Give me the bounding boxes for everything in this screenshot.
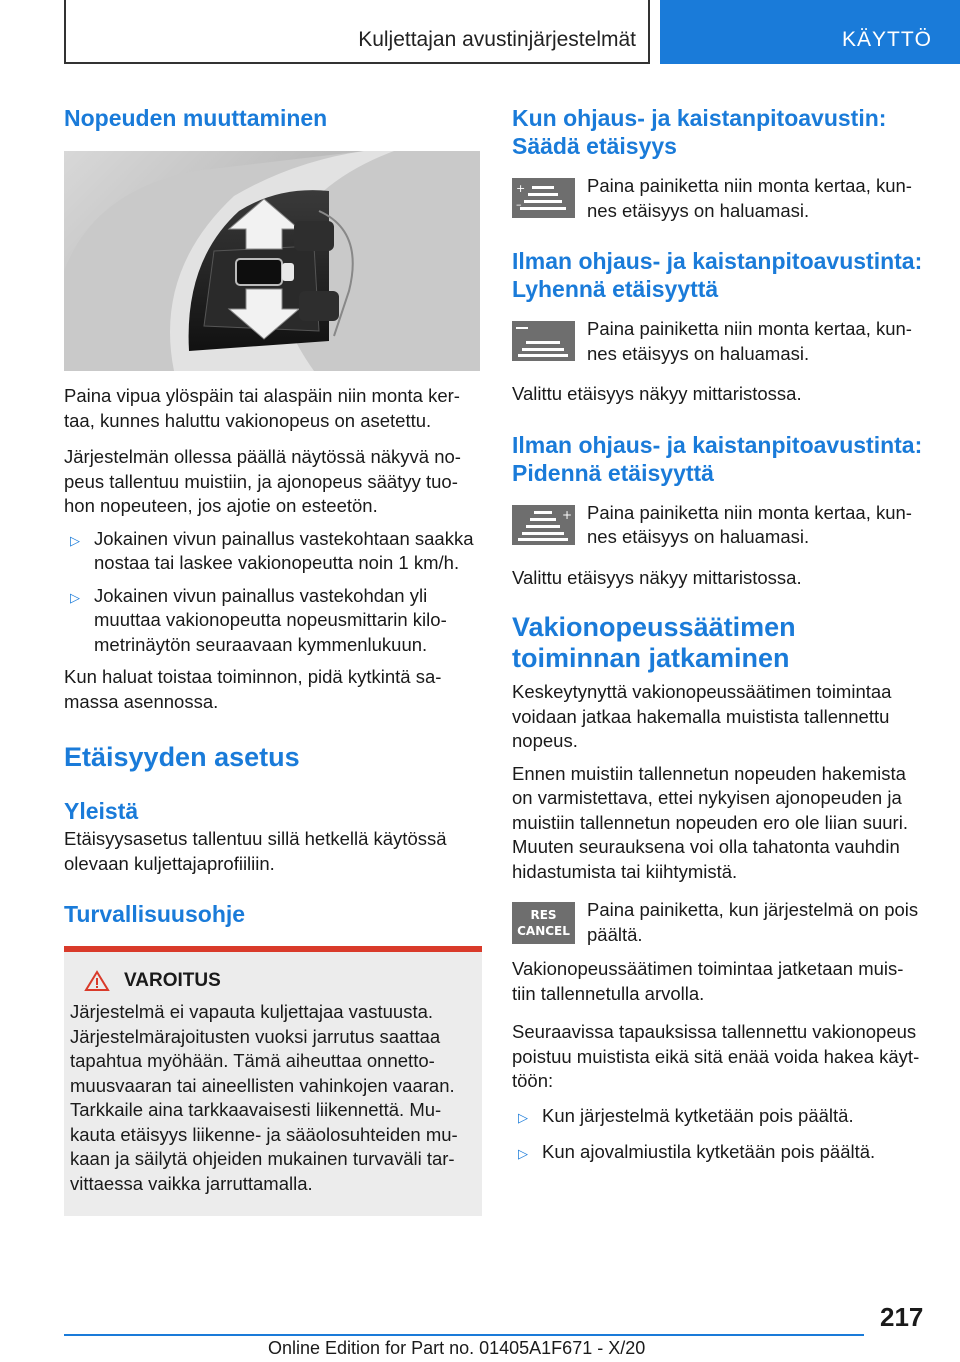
heading-increase-distance: Ilman ohjaus- ja kaistanpitoavustinta: Pidennä etäisyyttä [512,431,923,486]
res-label: RES [530,908,557,922]
warning-title-text: VAROITUS [124,970,221,991]
header-section-title: Kuljettajan avustinjärjestelmät [358,28,636,51]
cancel-label: CANCEL [517,924,570,938]
svg-text:–: – [516,198,522,211]
heading-general: Yleistä [64,798,139,824]
bullet-triangle-icon: ▷ [70,532,80,548]
bullet-text: Jokainen vivun painallus vastekohtaan saakka nostaa tai laskee vakionopeutta noin 1 km/h. [94,527,474,573]
heading-distance-setting: Etäisyyden asetus [64,742,300,772]
res-cancel-button-icon [512,902,575,944]
paragraph-resume-1: Keskeytynyttä vakionopeussäätimen toimintaa voidaan jatkaa hakemalla muistista tallennettu nopeus. [512,681,892,751]
instruction-row [512,501,926,550]
list-item [64,584,482,658]
svg-text:+: + [562,507,573,522]
distance-adjust-button-icon [512,178,575,218]
warning-triangle-icon [84,970,110,992]
steering-wheel-image [64,151,480,371]
paragraph-resume-value: Vakionopeussäätimen toimintaa jatketaan muis-tiin tallennetulla arvolla. [512,958,904,1004]
paragraph-distance-shown-2: Valittu etäisyys näkyy mittaristossa. [512,566,802,588]
paragraph-resume-cases: Seuraavissa tapauksissa tallennettu vakionopeus poistuu muistista eikä sitä enää voida hakea käyt-töön: [512,1021,920,1091]
bullet-text: Kun järjestelmä kytketään pois päältä. [542,1104,854,1126]
steering-wheel-illustration [64,151,480,371]
heading-with-steering-assist: Kun ohjaus- ja kaistanpitoavustin: Säädä etäisyys [512,105,887,159]
header-chapter-box [660,0,960,64]
page-number: 217 [880,1302,924,1332]
distance-decrease-button-icon [512,321,575,361]
paragraph-speed-stored: Järjestelmän ollessa päällä näytössä näkyvä no-peus tallentuu muistiin, ja ajonopeus säätyy tuo-hon nopeuteen, jos ajotie on esteetön. [64,446,461,516]
heading-speed-change: Nopeuden muuttaminen [64,105,328,131]
heading-shorten-distance: Ilman ohjaus- ja kaistanpitoavustinta: Lyhennä etäisyyttä [512,248,923,302]
instruction-press-2: Paina painiketta niin monta kertaa, kun-nes etäisyys on haluamasi. [587,318,912,364]
warning-title [70,970,472,992]
warning-box [64,946,482,1216]
instruction-press-3: Paina painiketta niin monta kertaa, kun-nes etäisyys on haluamasi. [587,501,912,547]
header-section-box [64,0,650,64]
paragraph-distance-shown-1: Valittu etäisyys näkyy mittaristossa. [512,383,802,404]
right-column [512,100,926,1167]
bullet-triangle-icon: ▷ [70,589,80,605]
distance-increase-button-icon [512,505,575,545]
list-item [64,527,482,576]
footer-edition: Online Edition for Part no. 01405A1F671 - X/20 [268,1338,646,1358]
footer-divider [64,1334,864,1336]
heading-safety-note: Turvallisuusohje [64,901,246,927]
instruction-press-res: Paina painiketta, kun järjestelmä on pois päältä. [587,899,919,945]
paragraph-distance-profile: Etäisyysasetus tallentuu sillä hetkellä käytössä olevaan kuljettajaprofiiliin. [64,828,447,874]
list-item [512,1104,926,1131]
bullet-triangle-icon: ▷ [518,1109,528,1125]
heading-resume-cruise: Vakionopeussäätimen toiminnan jatkaminen [512,612,796,673]
instruction-row [512,898,926,947]
paragraph-repeat: Kun haluat toistaa toiminnon, pidä kytkintä sa-massa asennossa. [64,666,442,712]
list-item [512,1140,926,1167]
svg-text:+: + [516,182,526,195]
instruction-row [512,174,926,223]
warning-text: Järjestelmä ei vapauta kuljettajaa vastuusta. Järjestelmärajoitusten vuoksi jarrutus saattaa tapahtua myöhään. Tämä aiheuttaa onnetto-muusvaaran tai aineellisten vahinkojen vaaran. Tarkkaile aina tarkkaavaisesti liikennettä. Mu-kauta etäisyys liikenne- ja sääolosuhteiden mu-kaan ja säilytä ohjeiden mukainen turvaväli tar-vittaessa vaikka jarruttamalla. [70,1001,458,1194]
instruction-row [512,317,926,366]
instruction-press-1: Paina painiketta niin monta kertaa, kun-nes etäisyys on haluamasi. [587,175,912,221]
left-column [64,100,482,1216]
paragraph-resume-2: Ennen muistiin tallennetun nopeuden hakemista on varmistettava, ettei nykyisen ajonopeuden ja muistiin tallennetun nopeuden ero ole liian suuri. Muuten seurauksena voi olla tahatonta vauhdin hidastumista tai kiihtymistä. [512,762,908,882]
header-chapter-title: KÄYTTÖ [842,28,933,51]
bullet-triangle-icon: ▷ [518,1146,528,1161]
bullet-text: Jokainen vivun painallus vastekohdan yli muuttaa vakionopeutta nopeusmittarin kilo-metrinäytön seuraavaan kymmenlukuun. [94,584,447,655]
bullet-text: Kun ajovalmiustila kytketään pois päältä. [542,1141,876,1162]
paragraph-press-lever: Paina vipua ylöspäin tai alaspäin niin monta ker-taa, kunnes haluttu vakionopeus on asetettu. [64,385,460,431]
